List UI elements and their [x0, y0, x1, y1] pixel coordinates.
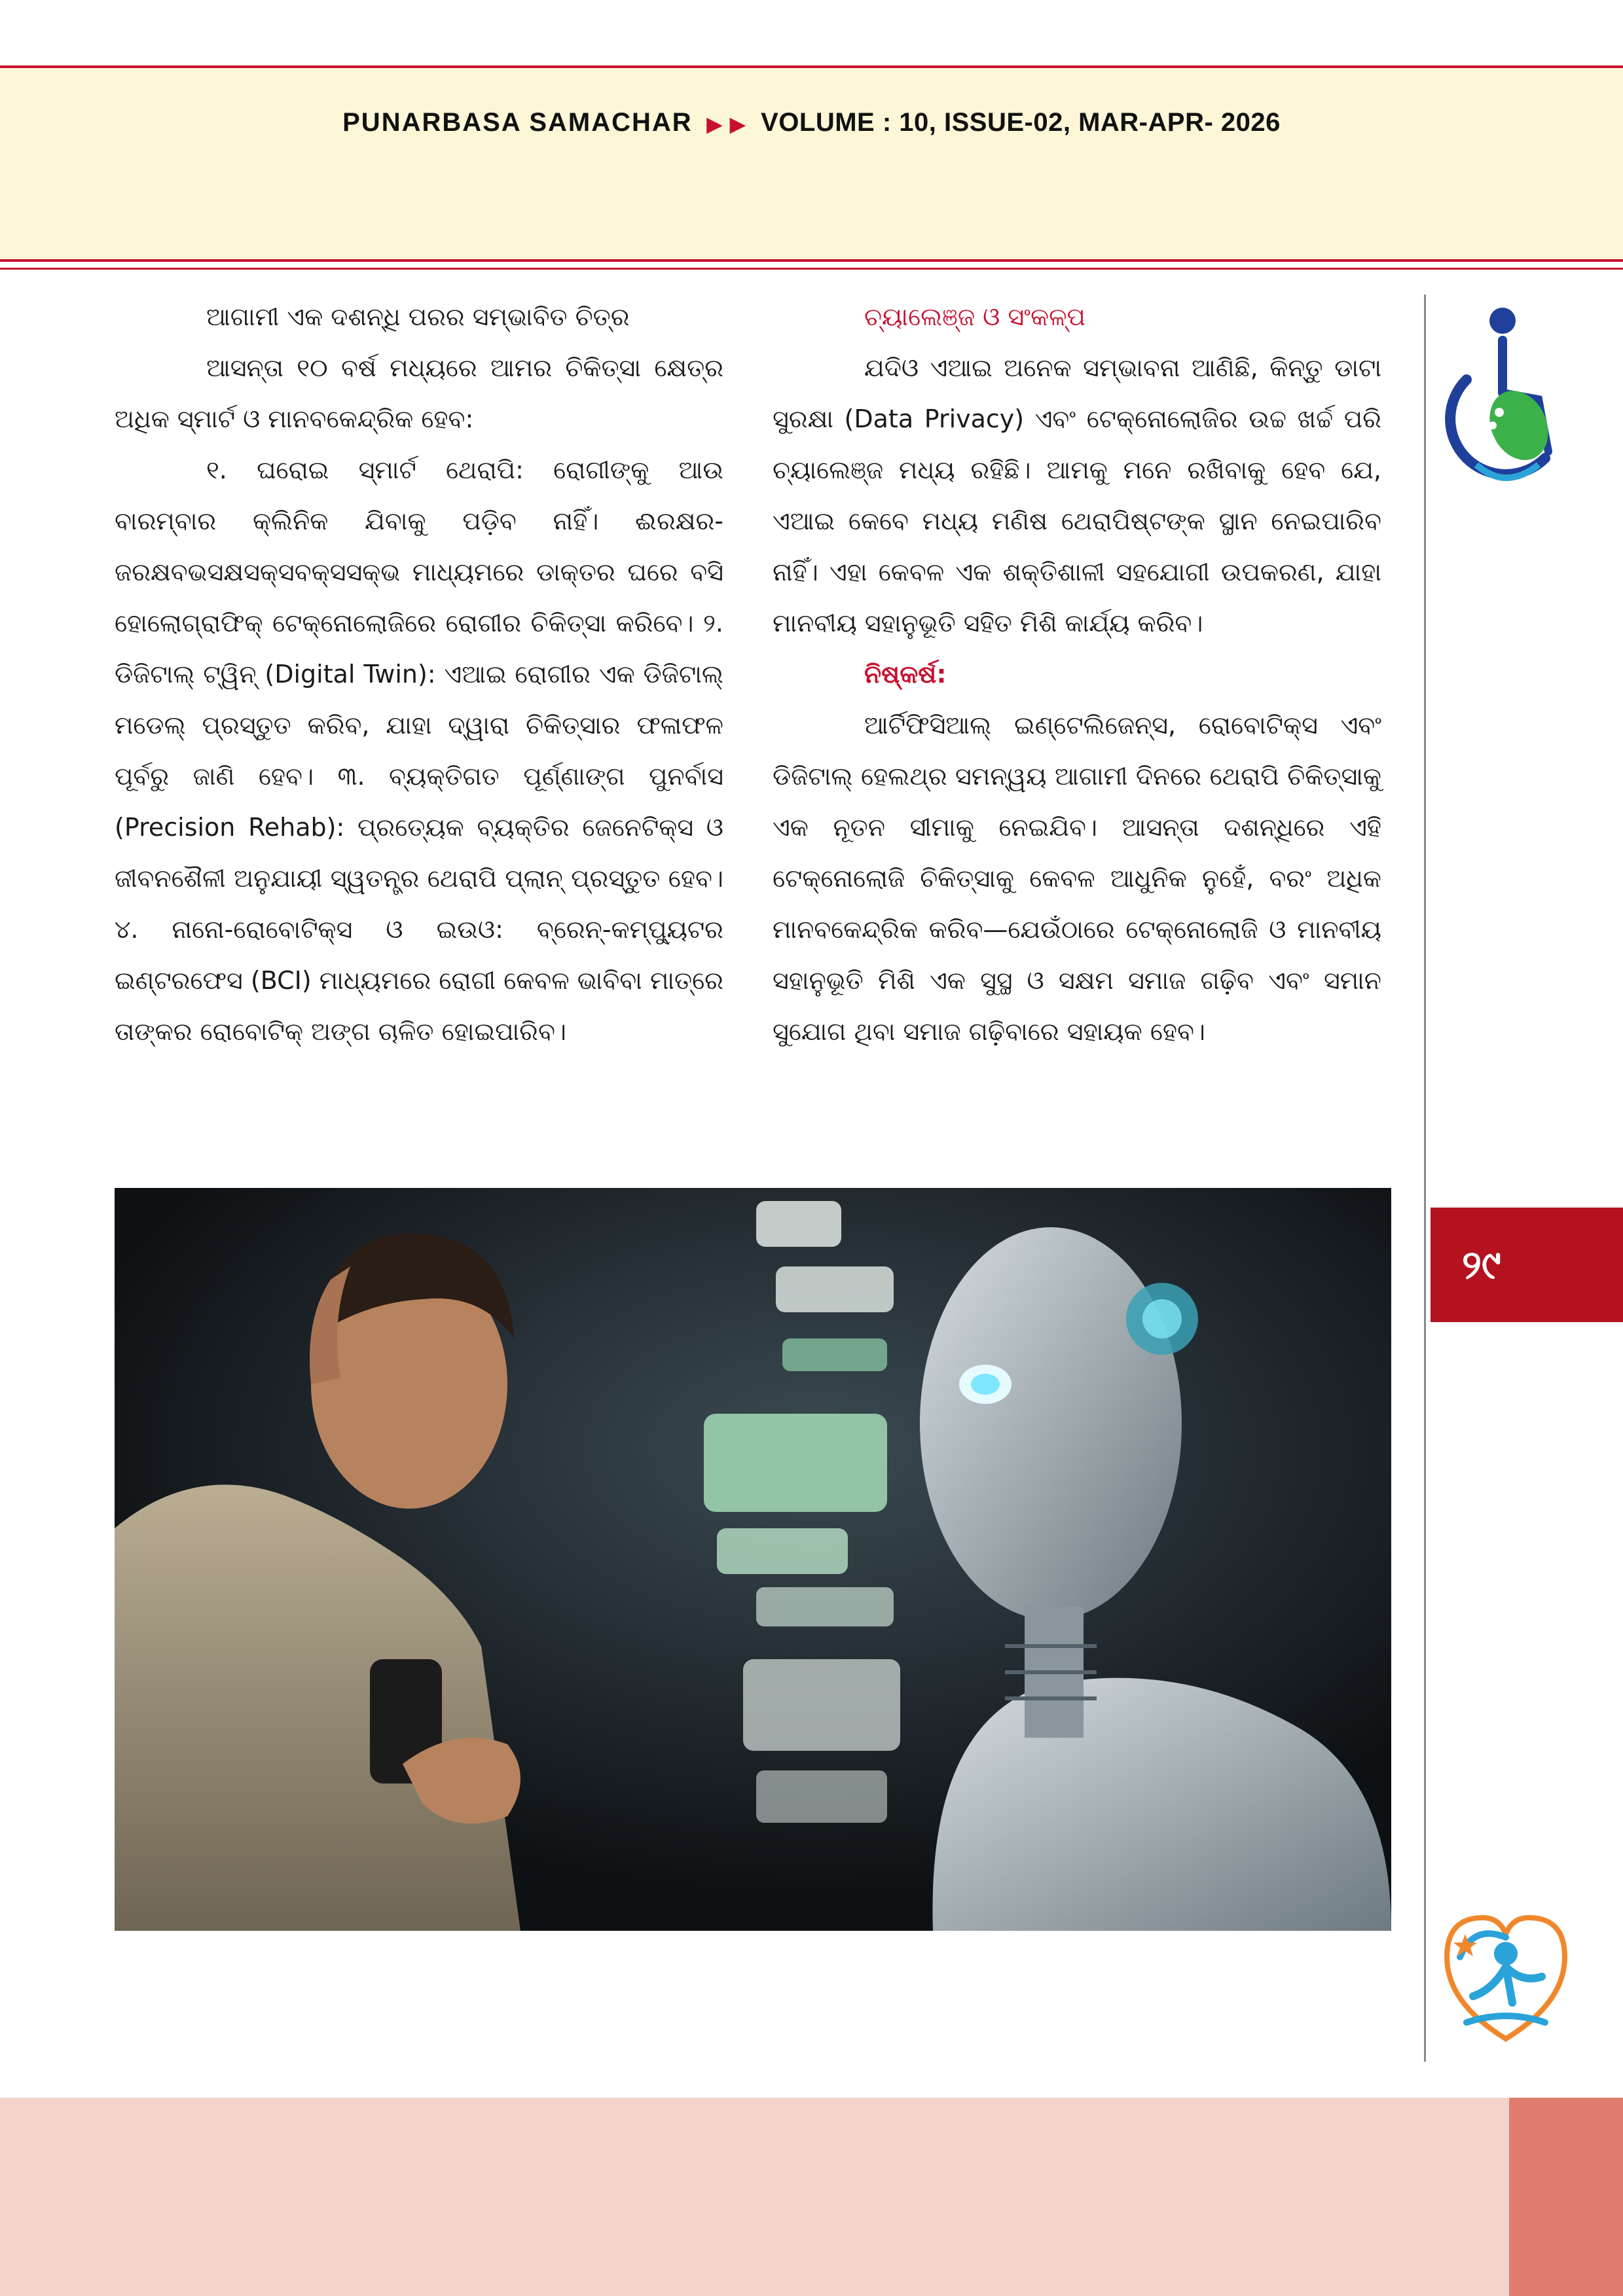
future-list-paragraph: ୧. ଘରୋଇ ସ୍ମାର୍ଟ ଥେରାପି: ରୋଗୀଙ୍କୁ ଆଉ ବାରମ୍ବାର କ୍ଲିନିକ ଯିବାକୁ ପଡ଼ିବ ନାହିଁ। ଈରକ୍ଷର-ଜରକ୍ଷବଭସକ୍ଷସକ୍ସବକ୍ସସକ୍ଭ ମାଧ୍ୟମରେ ଡାକ୍ତର ଘରେ ବସି ହୋଲୋଗ୍ରାଫିକ୍ ଟେକ୍ନୋଲୋଜିରେ ରୋଗୀର ଚିକିତ୍ସା କରିବେ। ୨. ଡିଜିଟାଲ୍ ଟ୍ୱିନ୍ (Digital Twin): ଏଆଇ ରୋଗୀର ଏକ ଡିଜିଟାଲ୍ ମଡେଲ୍ ପ୍ରସ୍ତୁତ କରିବ, ଯାହା ଦ୍ୱାରା ଚିକିତ୍ସାର ଫଳାଫଳ ପୂର୍ବରୁ ଜାଣି ହେବ। ୩. ବ୍ୟକ୍ତିଗତ ପୂର୍ଣ୍ଣାଙ୍ଗ ପୁନର୍ବାସ (Precision Rehab): ପ୍ରତ୍ୟେକ ବ୍ୟକ୍ତିର ଜେନେଟିକ୍ସ ଓ ଜୀବନଶୈଳୀ ଅନୁଯାୟୀ ସ୍ୱତନ୍ତ୍ର ଥେରାପି ପ୍ଲାନ୍ ପ୍ରସ୍ତୁତ ହେବ। ୪. ନାନୋ-ରୋବୋଟିକ୍ସ ଓ ଇଉଓ: ବ୍ରେନ୍-କମ୍ପ୍ୟୁଟର ଇଣ୍ଟରଫେସ (BCI) ମାଧ୍ୟମରେ ରୋଗୀ କେବଳ ଭାବିବା ମାତ୍ରେ ତାଙ୍କର ରୋବୋଟିକ୍ ଅଙ୍ଗ ଚାଳିତ ହୋଇପାରିବ।	[115, 456, 723, 1046]
running-header	[0, 108, 1623, 137]
header-band	[0, 65, 1623, 262]
footer-accent-block	[1509, 2098, 1623, 2296]
accessibility-logo-icon	[1440, 301, 1565, 497]
intro-paragraph: ଆସନ୍ତା ୧୦ ବର୍ଷ ମଧ୍ୟରେ ଆମର ଚିକିତ୍ସା କ୍ଷେତ୍ର ଅଧିକ ସ୍ମାର୍ଟ ଓ ମାନବକେନ୍ଦ୍ରିକ ହେବ:	[115, 353, 723, 433]
illustration-artwork	[115, 1188, 1391, 1931]
header-rule	[0, 268, 1623, 270]
footer-band	[0, 2098, 1623, 2296]
left-column	[115, 291, 723, 1057]
heart-care-logo-icon	[1434, 1898, 1578, 2049]
conclusion-paragraph: ଆର୍ଟିଫିସିଆଲ୍ ଇଣ୍ଟେଲିଜେନ୍ସ, ରୋବୋଟିକ୍ସ ଏବଂ ଡିଜିଟାଲ୍ ହେଲଥ୍ର ସମନ୍ୱୟ ଆଗାମୀ ଦିନରେ ଥେରାପି ଚିକିତ୍ସାକୁ ଏକ ନୂତନ ସୀମାକୁ ନେଇଯିବ। ଆସନ୍ତା ଦଶନ୍ଧିରେ ଏହି ଟେକ୍ନୋଲୋଜି ଚିକିତ୍ସାକୁ କେବଳ ଆଧୁନିକ ନୁହେଁ, ବରଂ ଅଧିକ ମାନବକେନ୍ଦ୍ରିକ କରିବ—ଯେଉଁଠାରେ ଟେକ୍ନୋଲୋଜି ଓ ମାନବୀୟ ସହାନୁଭୂତି ମିଶି ଏକ ସୁସ୍ଥ ଓ ସକ୍ଷମ ସମାଜ ଗଢ଼ିବ ଏବଂ ସମାନ ସୁଯୋଗ ଥିବା ସମାଜ ଗଢ଼ିବାରେ ସହାୟକ ହେବ।	[773, 711, 1381, 1046]
section-heading: ଆଗାମୀ ଏକ ଦଶନ୍ଧି ପରର ସମ୍ଭାବିତ ଚିତ୍ର	[206, 302, 630, 331]
challenge-paragraph: ଯଦିଓ ଏଆଇ ଅନେକ ସମ୍ଭାବନା ଆଣିଛି, କିନ୍ତୁ ଡାଟା ସୁରକ୍ଷା (Data Privacy) ଏବଂ ଟେକ୍ନୋଲୋଜିର ଉଚ୍ଚ ଖର୍ଚ୍ଚ ପରି ଚ୍ୟାଲେଞ୍ଜ ମଧ୍ୟ ରହିଛି। ଆମକୁ ମନେ ରଖିବାକୁ ହେବ ଯେ, ଏଆଇ କେବେ ମଧ୍ୟ ମଣିଷ ଥେରାପିଷ୍ଟଙ୍କ ସ୍ଥାନ ନେଇପାରିବ ନାହିଁ। ଏହା କେବଳ ଏକ ଶକ୍ତିଶାଳୀ ସହଯୋଗୀ ଉପକରଣ, ଯାହା ମାନବୀୟ ସହାନୁଭୂତି ସହିତ ମିଶି କାର୍ଯ୍ୟ କରିବ।	[773, 353, 1381, 637]
issue-info: VOLUME : 10, ISSUE-02, MAR-APR- 2026	[761, 108, 1281, 137]
magazine-title: PUNARBASA SAMACHAR	[342, 108, 693, 137]
right-column	[773, 291, 1381, 1057]
double-arrow-icon: ▶ ▶	[706, 114, 747, 135]
man-and-robot-illustration	[115, 1188, 1391, 1931]
conclusion-heading: ନିଷ୍କର୍ଷ:	[864, 660, 947, 689]
page-number: ୨୯	[1431, 1208, 1623, 1322]
vertical-divider	[1424, 295, 1426, 2062]
challenge-heading: ଚ୍ୟାଲେଞ୍ଜ ଓ ସଂକଳ୍ପ	[864, 302, 1085, 331]
